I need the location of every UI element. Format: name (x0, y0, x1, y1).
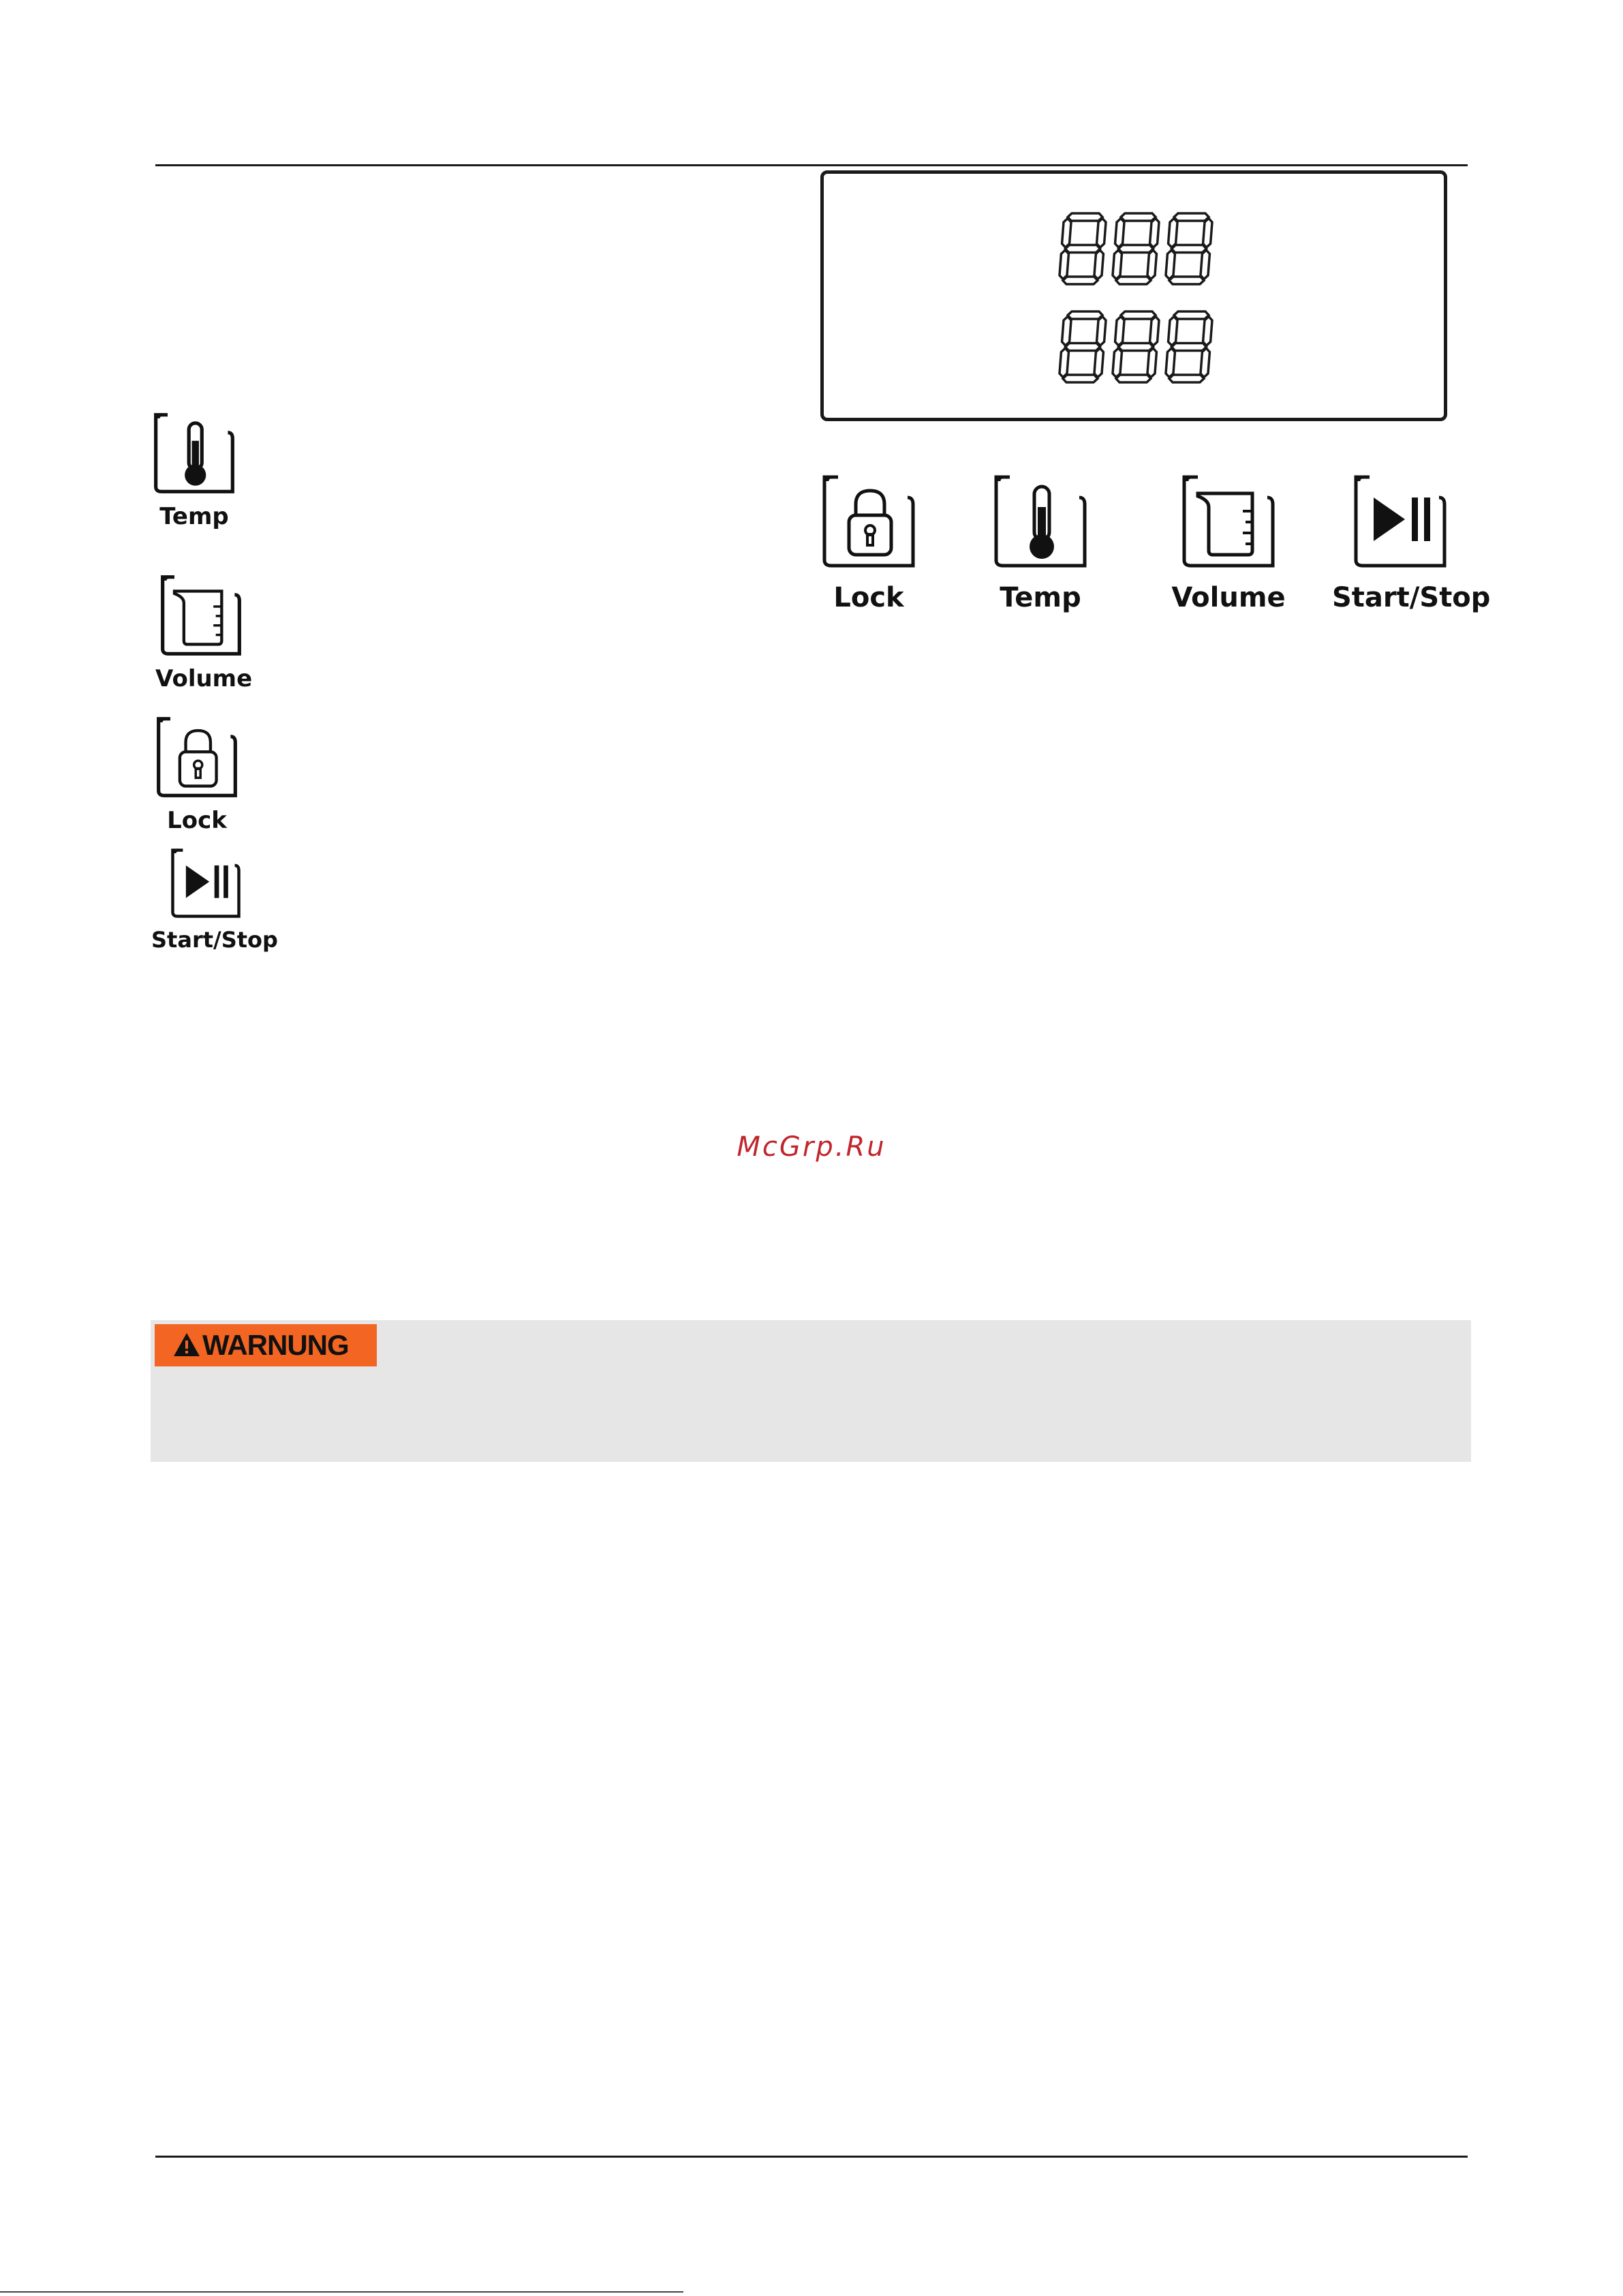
legend-volume (155, 571, 253, 692)
measuring-cup-icon (157, 571, 245, 660)
lcd-segment-r1-d1-d (1116, 375, 1151, 382)
lcd-segment-r1-d0-d (1063, 375, 1098, 382)
lcd-segment-r1-d2-e (1166, 348, 1175, 378)
lcd-segment-r0-d1-e (1113, 250, 1122, 279)
panel-startstop-button[interactable] (1332, 470, 1491, 613)
lcd-segment-r0-d2-g (1172, 245, 1207, 253)
lcd-segment-r0-d1-d (1116, 277, 1151, 284)
watermark: McGrp.Ru (737, 1131, 886, 1163)
play-pause-icon (161, 845, 250, 921)
lcd-segment-r0-d0-c (1094, 250, 1103, 279)
warning-triangle-icon (172, 1332, 201, 1358)
lcd-segment-r1-d0-g (1066, 343, 1100, 351)
lcd-segment-r1-d2-b (1203, 317, 1212, 346)
lcd-segment-r1-d2-g (1172, 343, 1207, 351)
lcd-segment-r0-d2-b (1203, 219, 1212, 248)
warning-label (155, 1324, 377, 1366)
panel-volume-button[interactable] (1160, 470, 1297, 613)
lcd-segment-r0-d0-a (1068, 213, 1102, 221)
lock-icon (153, 713, 241, 801)
lcd-segment-r1-d0-c (1094, 348, 1103, 378)
lcd-segment-r0-d1-b (1150, 219, 1159, 248)
legend-volume-label: Volume (155, 665, 253, 692)
warning-box (151, 1320, 1471, 1462)
lcd-segment-r0-d1-f (1115, 219, 1124, 248)
panel-startstop-label: Start/Stop (1332, 582, 1491, 613)
lcd-segment-r0-d0-d (1063, 277, 1098, 284)
panel-lock-label: Lock (833, 582, 904, 613)
lcd-segment-r0-d0-e (1060, 250, 1068, 279)
lcd-segment-r1-d1-a (1121, 311, 1156, 319)
lcd-segment-r0-d1-c (1147, 250, 1156, 279)
lcd-segment-r0-d0-g (1066, 245, 1100, 253)
lcd-segment-r1-d2-a (1174, 311, 1209, 319)
seven-segment-digits (824, 174, 1444, 418)
panel-temp-button[interactable] (972, 470, 1109, 613)
lcd-segment-r0-d2-c (1201, 250, 1209, 279)
lcd-segment-r1-d2-d (1169, 375, 1204, 382)
footer-rule (0, 2291, 683, 2293)
lcd-segment-r0-d2-f (1169, 219, 1177, 248)
warning-label-text: WARNUNG (202, 1329, 349, 1361)
lcd-segment-r1-d2-f (1169, 317, 1177, 346)
lcd-segment-r1-d1-g (1119, 343, 1154, 351)
lcd-segment-r1-d0-e (1060, 348, 1068, 378)
lcd-segment-r0-d1-a (1121, 213, 1156, 221)
lcd-segment-r1-d1-e (1113, 348, 1122, 378)
legend-lock-label: Lock (167, 807, 227, 834)
lcd-segment-r1-d1-f (1115, 317, 1124, 346)
lock-icon (818, 470, 920, 572)
top-rule (155, 164, 1468, 166)
lcd-segment-r0-d1-g (1119, 245, 1154, 253)
panel-lock-button[interactable] (801, 470, 937, 613)
lcd-segment-r1-d0-a (1068, 311, 1102, 319)
legend-temp (149, 409, 240, 530)
legend-startstop (151, 845, 278, 953)
lcd-segment-r1-d2-c (1201, 348, 1209, 378)
bottom-rule (155, 2156, 1468, 2158)
panel-volume-label: Volume (1171, 582, 1286, 613)
panel-temp-label: Temp (1000, 582, 1081, 613)
legend-lock (151, 713, 243, 834)
lcd-segment-r0-d2-d (1169, 277, 1204, 284)
legend-startstop-label: Start/Stop (151, 927, 278, 953)
lcd-segment-r1-d0-f (1062, 317, 1071, 346)
lcd-segment-r0-d2-a (1174, 213, 1209, 221)
lcd-segment-r0-d0-b (1097, 219, 1106, 248)
measuring-cup-icon (1177, 470, 1280, 572)
thermometer-icon (989, 470, 1092, 572)
lcd-segment-r0-d0-f (1062, 219, 1071, 248)
lcd-display (820, 170, 1447, 421)
legend-temp-label: Temp (159, 503, 229, 530)
lcd-segment-r1-d1-b (1150, 317, 1159, 346)
lcd-segment-r0-d2-e (1166, 250, 1175, 279)
lcd-segment-r1-d1-c (1147, 348, 1156, 378)
lcd-segment-r1-d0-b (1097, 317, 1106, 346)
play-pause-icon (1349, 470, 1451, 572)
thermometer-icon (150, 409, 238, 498)
